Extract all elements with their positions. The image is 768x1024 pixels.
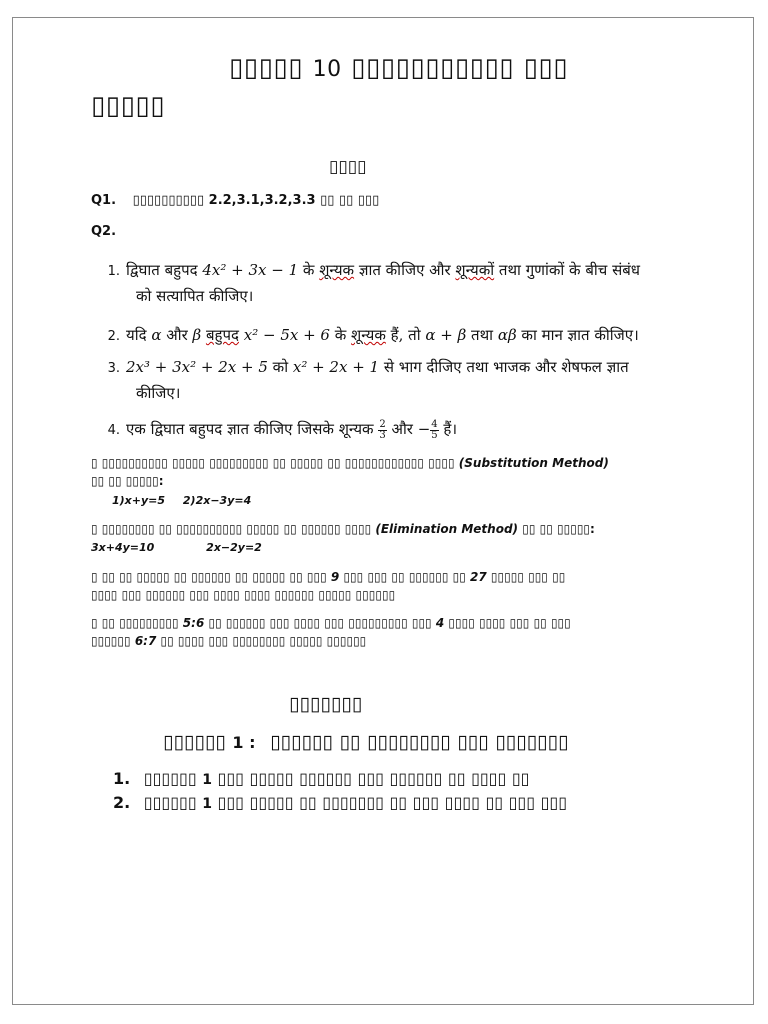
number: 4 bbox=[435, 616, 445, 630]
item-text: ज्ञात कीजिए और bbox=[354, 261, 456, 279]
item-number: 4. bbox=[107, 423, 120, 438]
item-text: को bbox=[267, 358, 293, 376]
polynomial-expression: x² + 2x + 1 bbox=[292, 358, 380, 376]
ratio: 6:7 bbox=[134, 634, 157, 648]
numerator: 4 bbox=[431, 418, 438, 430]
question-block-4 bbox=[91, 615, 571, 632]
item-text: के bbox=[298, 261, 320, 279]
polynomial-expression: x² − 5x + 6 bbox=[238, 326, 335, 344]
block-text: ▯▯ ▯▯ ▯▯▯▯▯: bbox=[522, 522, 595, 536]
item-text: एक द्विघात बहुपद ज्ञात कीजिए जिसके शून्यक bbox=[126, 420, 379, 438]
item-text: का मान ज्ञात कीजिए। bbox=[516, 326, 639, 344]
math-expression: α + β bbox=[425, 326, 467, 344]
title-text-a: ▯▯▯▯▯ bbox=[229, 53, 304, 83]
fraction bbox=[378, 420, 386, 441]
section-heading-questions: ▯▯▯▯ bbox=[329, 157, 367, 177]
denominator: 3 bbox=[379, 429, 386, 441]
item-text: से भाग दीजिए तथा भाजक और शेषफल ज्ञात bbox=[379, 358, 629, 376]
block-text-line2: ▯▯▯▯ ▯▯▯ ▯▯▯▯▯▯ ▯▯▯ ▯▯▯▯ ▯▯▯▯ ▯▯▯▯▯▯ ▯▯▯▯▯ ▯▯▯▯▯▯ bbox=[91, 588, 396, 602]
denominator: 5 bbox=[431, 429, 438, 441]
item-text: हैं। bbox=[438, 420, 458, 438]
block-text-line2 bbox=[91, 633, 366, 650]
item-text: तथा गुणांकों के बीच संबंध bbox=[494, 261, 641, 279]
equation-pair bbox=[91, 541, 262, 554]
equation: 1)x+y=5 bbox=[112, 494, 166, 507]
block-text: ▯▯▯▯▯▯ bbox=[91, 634, 131, 648]
activity-number: 1 : bbox=[232, 733, 256, 752]
q1-text: ▯▯▯▯▯▯▯▯▯▯ 2.2,3.1,3.2,3.3 ▯▯ ▯▯ ▯▯▯ bbox=[132, 193, 380, 208]
ratio: 5:6 bbox=[182, 616, 205, 630]
spellcheck-word: बहुपद bbox=[205, 326, 239, 344]
item-text: तथा bbox=[466, 326, 498, 344]
item-text: ▯▯▯▯▯▯ bbox=[143, 769, 197, 788]
spellcheck-word: शून्यक bbox=[319, 261, 355, 279]
equation-pair bbox=[112, 494, 251, 507]
list-item-continuation: को सत्यापित कीजिए। bbox=[136, 287, 254, 305]
q1-label: Q1. bbox=[91, 193, 117, 208]
item-text: और bbox=[161, 326, 193, 344]
item-text: ▯▯▯▯▯▯ bbox=[143, 793, 197, 812]
question-2-label: Q2. bbox=[91, 224, 117, 239]
spellcheck-word: शून्यक bbox=[351, 326, 386, 344]
question-1 bbox=[91, 193, 379, 208]
block-text: ▯▯▯ ▯▯▯ ▯▯ ▯▯▯▯▯▯ ▯▯ bbox=[343, 570, 466, 584]
polynomial-expression: 4x² + 3x − 1 bbox=[202, 261, 299, 279]
document-title-line2: ▯▯▯▯▯ bbox=[91, 91, 166, 121]
item-text: और − bbox=[386, 420, 431, 438]
document-page bbox=[12, 17, 754, 1005]
document-title-line1 bbox=[229, 53, 568, 83]
equation: 3x+4y=10 bbox=[91, 541, 155, 554]
spellcheck-word: शून्यकों bbox=[455, 261, 495, 279]
item-text: हैं, तो bbox=[385, 326, 426, 344]
block-text: ▯▯ ▯▯▯▯▯▯ ▯▯▯ ▯▯▯▯ ▯▯▯ ▯▯▯▯▯▯▯▯▯ ▯▯▯ bbox=[208, 616, 432, 630]
block-text: ▯ ▯▯▯▯▯▯▯▯ ▯▯ ▯▯▯▯▯▯▯▯▯▯ ▯▯▯▯▯ ▯▯ ▯▯▯▯▯▯ ▯▯▯▯ bbox=[91, 522, 372, 536]
math-expression: αβ bbox=[497, 326, 517, 344]
block-text: ▯ ▯▯ ▯▯▯▯▯▯▯▯▯ bbox=[91, 616, 179, 630]
activity-title-text: ▯▯▯▯▯▯ bbox=[163, 731, 226, 753]
polynomial-expression: 2x³ + 3x² + 2x + 5 bbox=[126, 358, 268, 376]
list-item bbox=[113, 769, 529, 788]
list-item-continuation: कीजिए। bbox=[136, 384, 181, 402]
item-text: द्विघात बहुपद bbox=[126, 261, 203, 279]
block-text: ▯▯▯▯▯ ▯▯▯ ▯▯ bbox=[490, 570, 566, 584]
item-text: ▯▯▯ ▯▯▯▯▯ ▯▯▯▯▯▯ ▯▯▯ ▯▯▯▯▯▯ ▯▯ ▯▯▯▯ ▯▯ bbox=[217, 769, 530, 788]
item-number: 1. bbox=[107, 264, 120, 279]
item-text: के bbox=[334, 326, 352, 344]
activity-title-text: ▯▯▯▯▯▯ ▯▯ ▯▯▯▯▯▯▯▯ ▯▯▯ ▯▯▯▯▯▯▯ bbox=[270, 731, 569, 753]
list-item bbox=[98, 322, 639, 350]
method-name: (Elimination Method) bbox=[375, 522, 519, 536]
list-item bbox=[98, 257, 640, 285]
item-number: 2. bbox=[107, 329, 120, 344]
activity-title bbox=[163, 731, 568, 753]
item-number: 3. bbox=[107, 361, 120, 376]
item-number: 1. bbox=[113, 769, 131, 788]
item-number-inline: 1 bbox=[202, 796, 212, 812]
item-number-inline: 1 bbox=[202, 772, 212, 788]
block-text: ▯▯ ▯▯▯▯ ▯▯▯ ▯▯▯▯▯▯▯▯ ▯▯▯▯▯ ▯▯▯▯▯▯ bbox=[160, 634, 367, 648]
alpha-symbol: α bbox=[151, 326, 162, 344]
numerator: 2 bbox=[379, 418, 386, 430]
equation: 2)2x−3y=4 bbox=[182, 494, 252, 507]
list-item bbox=[113, 793, 567, 812]
block-text: ▯ ▯▯ ▯▯ ▯▯▯▯▯ ▯▯ ▯▯▯▯▯▯ ▯▯ ▯▯▯▯▯ ▯▯ ▯▯▯ bbox=[91, 570, 327, 584]
question-block-elimination bbox=[91, 521, 595, 538]
block-text-line2: ▯▯ ▯▯ ▯▯▯▯▯: bbox=[91, 474, 164, 488]
fraction bbox=[430, 420, 438, 441]
number: 9 bbox=[330, 570, 340, 584]
number: 27 bbox=[470, 570, 487, 584]
section-heading-activity: ▯▯▯▯▯▯▯ bbox=[289, 693, 363, 715]
list-item bbox=[98, 416, 457, 444]
block-text: ▯ ▯▯▯▯▯▯▯▯▯▯ ▯▯▯▯▯ ▯▯▯▯▯▯▯▯▯ ▯▯ ▯▯▯▯▯ ▯▯ ▯▯▯▯▯▯▯▯▯▯▯▯ ▯▯▯▯ bbox=[91, 456, 455, 470]
question-block-3 bbox=[91, 569, 565, 586]
title-number: 10 bbox=[312, 57, 342, 82]
question-block-substitution bbox=[91, 455, 609, 472]
item-number: 2. bbox=[113, 793, 131, 812]
item-text: ▯▯▯ ▯▯▯▯▯ ▯▯ ▯▯▯▯▯▯▯ ▯▯ ▯▯▯ ▯▯▯▯ ▯▯ ▯▯▯ ▯▯▯ bbox=[217, 793, 568, 812]
beta-symbol: β bbox=[192, 326, 202, 344]
block-text: ▯▯▯▯ ▯▯▯▯ ▯▯▯ ▯▯ ▯▯▯ bbox=[448, 616, 571, 630]
item-text: यदि bbox=[126, 326, 152, 344]
title-text-b: ▯▯▯▯▯▯▯▯▯▯▯ ▯▯▯ bbox=[351, 53, 569, 83]
method-name: (Substitution Method) bbox=[458, 456, 609, 470]
equation: 2x−2y=2 bbox=[206, 541, 262, 554]
list-item bbox=[98, 354, 629, 382]
